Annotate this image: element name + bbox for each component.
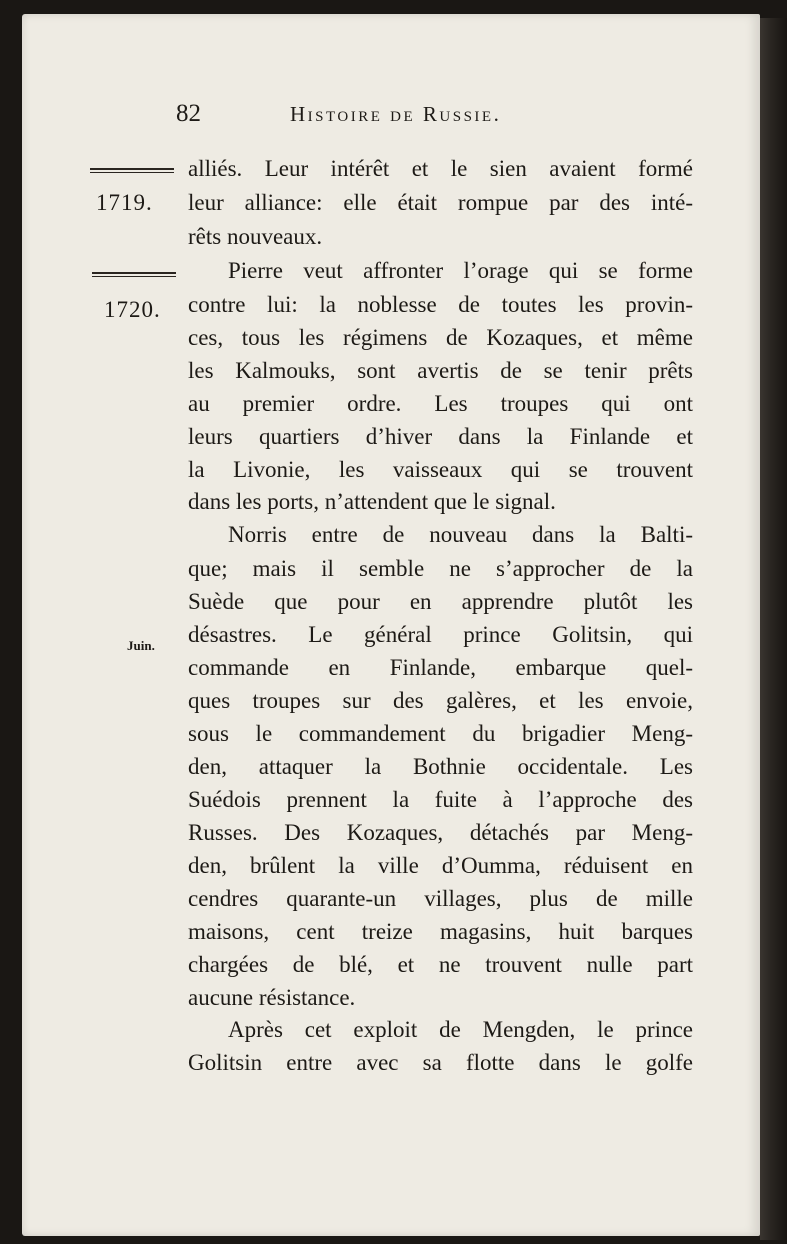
- text-line: leurs quartiers d’hiver dans la Finlande et: [188, 424, 693, 449]
- page-header: [0, 100, 787, 132]
- text-line: Pierre veut affronter l’orage qui se forme: [228, 258, 693, 283]
- text-line: den, attaquer la Bothnie occidentale. Les: [188, 754, 693, 779]
- text-line: sous le commandement du brigadier Meng-: [188, 721, 693, 746]
- text-line: rêts nouveaux.: [188, 224, 323, 249]
- page-number: 82: [176, 100, 201, 127]
- text-line: que; mais il semble ne s’approcher de la: [188, 556, 693, 581]
- margin-year-1720: 1720.: [104, 297, 161, 322]
- text-line: les Kalmouks, sont avertis de se tenir prêts: [188, 358, 693, 383]
- text-line: la Livonie, les vaisseaux qui se trouvent: [188, 457, 693, 482]
- text-line: contre lui: la noblesse de toutes les provin-: [188, 292, 693, 317]
- margin-month-juin: Juin.: [127, 638, 155, 653]
- text-line: au premier ordre. Les troupes qui ont: [188, 391, 693, 416]
- text-line: chargées de blé, et ne trouvent nulle part: [188, 952, 693, 977]
- text-line: Russes. Des Kozaques, détachés par Meng-: [188, 820, 693, 845]
- margin-year-1719: 1719.: [96, 190, 153, 215]
- text-line: cendres quarante-un villages, plus de mille: [188, 886, 693, 911]
- text-line: désastres. Le général prince Golitsin, qui: [188, 622, 693, 647]
- margin-rule-1720: [92, 272, 176, 274]
- text-line: dans les ports, n’attendent que le signal.: [188, 489, 556, 514]
- margin-rule-1719: [90, 168, 174, 170]
- running-title: Histoire de Russie.: [290, 102, 502, 126]
- text-line: ces, tous les régimens de Kozaques, et même: [188, 325, 693, 350]
- book-spine-edge: [760, 18, 787, 1240]
- text-line: Norris entre de nouveau dans la Balti-: [228, 522, 693, 547]
- text-line: den, brûlent la ville d’Oumma, réduisent en: [188, 853, 693, 878]
- text-line: alliés. Leur intérêt et le sien avaient formé: [188, 156, 693, 181]
- text-line: ques troupes sur des galères, et les envoie,: [188, 688, 693, 713]
- text-line: Après cet exploit de Mengden, le prince: [228, 1017, 693, 1042]
- text-line: leur alliance: elle était rompue par des inté-: [188, 190, 693, 215]
- text-line: Suède que pour en apprendre plutôt les: [188, 589, 693, 614]
- text-line: commande en Finlande, embarque quel-: [188, 655, 693, 680]
- text-line: Golitsin entre avec sa flotte dans le golfe: [188, 1050, 693, 1075]
- text-line: maisons, cent treize magasins, huit barques: [188, 919, 693, 944]
- text-line: Suédois prennent la fuite à l’approche des: [188, 787, 693, 812]
- text-line: aucune résistance.: [188, 985, 356, 1010]
